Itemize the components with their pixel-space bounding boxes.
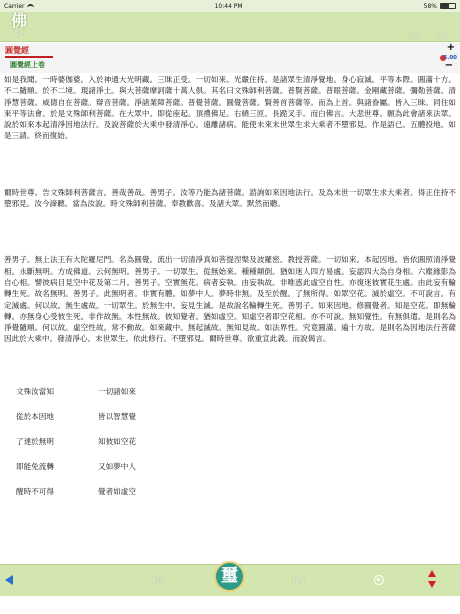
verse-line: 即能免流轉 <box>16 461 54 471</box>
verse-line: 從於本因地 <box>16 411 54 421</box>
bottom-margin <box>0 596 460 614</box>
verse-line: 覺者如虛空 <box>98 486 136 496</box>
sutra-text-area[interactable] <box>0 74 460 564</box>
title-underline <box>5 56 53 58</box>
rate-button[interactable]: 評分 <box>408 32 421 40</box>
sutras-tab[interactable]: 佛經 <box>150 577 164 585</box>
volume-title: 圓覺經上卷 <box>10 61 45 69</box>
battery-percent: 58% <box>423 2 437 10</box>
spacer <box>4 345 456 379</box>
verse-row <box>16 404 456 429</box>
app-header <box>0 12 460 42</box>
verse-row <box>16 379 456 404</box>
app-logo <box>4 13 34 41</box>
verse-line: 又如夢中人 <box>98 461 136 471</box>
verse-block <box>4 379 456 504</box>
title-bar <box>0 43 460 73</box>
target-icon[interactable] <box>374 575 384 585</box>
sutra-title: 圓覺經 <box>5 46 29 55</box>
scroll-up-icon[interactable] <box>428 570 436 577</box>
bottom-toolbar <box>0 564 460 596</box>
zoom-level: 5.00 <box>443 55 457 61</box>
verse-line: 皆以智慧覺 <box>98 411 136 421</box>
verse-line: 了達於無明 <box>16 436 54 446</box>
paragraph-2: 爾時世尊。告文殊師利菩薩言。善哉善哉。善男子。汝等乃能為諸菩薩。諮詢如來因地法行。及為末世一切眾生求大乘者。得正住持不墮邪見。汝今諦聽。當為汝說。時文殊師利菩薩。奉教歡喜。及諸大眾。默然而聽。 <box>4 187 456 209</box>
intro-tab[interactable]: 簡介 <box>292 577 306 585</box>
status-time: 10:44 PM <box>214 2 243 10</box>
verse-line: 知彼如空花 <box>98 436 136 446</box>
verse-row <box>16 429 456 454</box>
verse-line: 一切諸如來 <box>98 386 136 396</box>
battery-icon <box>440 3 456 9</box>
carrier-label: Carrier <box>4 2 25 10</box>
paragraph-3: 善男子。無上法王有大陀羅尼門。名為圓覺。流出一切清淨真如菩提涅槃及波羅密。教授菩薩。一切如來。本起因地。皆依圓照清淨覺相。永斷無明。方成佛道。云何無明。善男子。一切眾生。從無始來。種種顛倒。猶如迷人四方易處。妄認四大為自身相。六塵緣影為自心相。譬彼病目見空中花及第二月。善男子。空實無花。病者妄執。由妄執故。非唯惑此虛空自性。亦復迷彼實花生處。由此妄有輪轉生死。故名無明。善男子。此無明者。非實有體。如夢中人。夢時非無。及至於醒。了無所得。如眾空花。滅於虛空。不可說言。有定滅處。何以故。無生處故。一切眾生。於無生中。妄見生滅。是故說名輪轉生死。善男子。如來因地。修圓覺者。知是空花。即無輪轉。亦無身心受彼生死。非作故無。本性無故。彼知覺者。猶如虛空。知虛空者即空花相。亦不可說。無知覺性。有無俱遣。是則名為淨覺隨順。何以故。虛空性故。常不動故。如來藏中。無起滅故。無知見故。如法界性。究竟圓滿。遍十方故。是則名為因地法行菩薩因此於大乘中。發清淨心。末世眾生。依此修行。不墮邪見。爾時世尊。欲重宣此義。而說偈言。 <box>4 255 456 344</box>
seal-emblem-button[interactable]: 璽 <box>214 561 245 592</box>
zoom-out-button[interactable]: − <box>444 60 453 71</box>
scroll-up-down-control[interactable] <box>428 570 436 590</box>
verse-row <box>16 479 456 504</box>
logo-char-2: 經 <box>14 29 24 39</box>
status-bar <box>0 0 460 12</box>
zoom-in-button[interactable]: + <box>446 42 455 53</box>
back-arrow-icon[interactable] <box>5 575 13 585</box>
scroll-down-icon[interactable] <box>428 581 436 588</box>
logo-char-1: 佛 <box>10 11 27 30</box>
verse-line: 文殊汝當知 <box>16 386 54 396</box>
spacer <box>4 142 456 187</box>
verse-line: 醒時不可得 <box>16 486 54 496</box>
spacer <box>4 209 456 254</box>
wifi-icon <box>27 4 34 9</box>
paragraph-1: 如是我聞。一時婆伽婆。入於神通大光明藏。三昧正受。一切如來。光嚴住持。是諸眾生清淨覺地。身心寂滅。平等本際。圓滿十方。不二隨順。於不二境。現諸淨土。與大菩薩摩訶薩十萬人俱。其名曰文殊師利菩薩。普賢菩薩。普眼菩薩。金剛藏菩薩。彌勒菩薩。清淨慧菩薩。威德自在菩薩。辯音菩薩。淨諸業障菩薩。普覺菩薩。圓覺菩薩。賢善首菩薩等。而為上首。與諸眷屬。皆入三昧。同住如來平等法會。於是文殊師利菩薩。在大眾中。即從座起。頂禮佛足。右繞三匝。長跪叉手。而白佛言。大悲世尊。願為此會諸來法眾。說於如來本起清淨因地法行。及說菩薩於大乘中發清淨心。遠離諸病。能使未來末世眾生求大乘者不墮邪見。作是語已。五體投地。如是三請。終而復始。 <box>4 75 456 141</box>
share-button[interactable]: 分享 <box>436 32 449 40</box>
verse-row <box>16 454 456 479</box>
